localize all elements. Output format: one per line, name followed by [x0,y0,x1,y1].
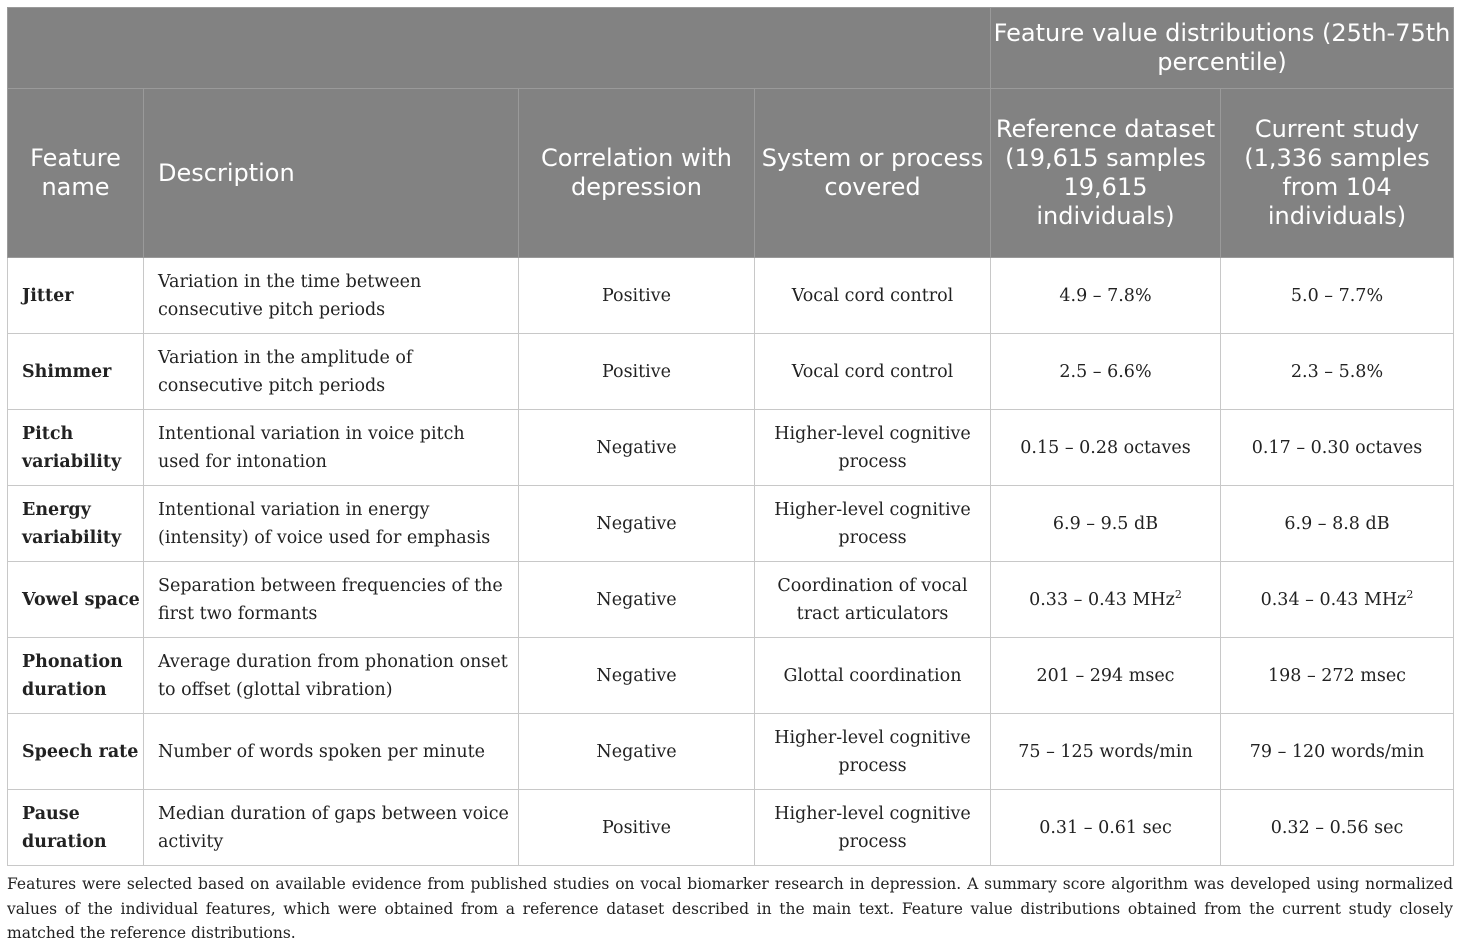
reference-range-cell [991,562,1221,638]
current-range-cell [1221,638,1454,714]
feature-name-cell [8,638,144,714]
table-row [8,410,1454,486]
feature-name-cell [8,790,144,866]
reference-range-cell [991,410,1221,486]
description-cell [144,410,519,486]
description-cell-text: Separation between frequencies of the first two formants [158,575,503,624]
header-blank [8,8,991,89]
feature-name-cell [8,562,144,638]
system-cell-text: Glottal coordination [783,665,962,686]
header-feature-name: Feature name [8,89,144,258]
header-current: Current study (1,336 samples from 104 individuals) [1221,89,1454,258]
reference-range-cell [991,258,1221,334]
reference-range-cell-text: 6.9 – 9.5 dB [1052,513,1159,534]
reference-range-cell [991,334,1221,410]
reference-range-cell-text: 0.33 – 0.43 MHz [1029,589,1175,610]
table-row [8,790,1454,866]
table-row [8,714,1454,790]
system-cell-text: Higher-level cognitive process [774,803,971,852]
correlation-cell-text: Positive [601,361,672,382]
current-range-cell-text: 0.34 – 0.43 MHz [1260,589,1407,610]
table-row [8,334,1454,410]
system-cell-text: Higher-level cognitive process [774,499,971,548]
correlation-cell-text: Negative [596,665,677,686]
system-cell [755,410,991,486]
header-system: System or process covered [755,89,991,258]
reference-range-cell-text: 4.9 – 7.8% [1059,285,1152,306]
current-range-cell-text: 2.3 – 5.8% [1290,361,1384,382]
feature-name-cell-text: Jitter [22,285,74,306]
correlation-cell [519,714,755,790]
feature-name-cell-text: Pitch variability [22,423,122,472]
header-description: Description [144,89,519,258]
feature-name-cell [8,714,144,790]
table-row [8,486,1454,562]
reference-range-cell-text: 0.15 – 0.28 octaves [1020,437,1191,458]
table-body [8,258,1454,866]
correlation-cell-text: Positive [601,817,672,838]
correlation-cell [519,562,755,638]
current-range-cell-text: 0.17 – 0.30 octaves [1251,437,1423,458]
description-cell [144,562,519,638]
header-correlation: Correlation with depression [519,89,755,258]
superscript: 2 [1406,587,1414,601]
feature-name-cell-text: Phonation duration [22,651,123,700]
correlation-cell-text: Negative [596,513,677,534]
feature-name-cell [8,334,144,410]
system-cell-text: Higher-level cognitive process [774,423,971,472]
features-table [7,7,1454,866]
description-cell-text: Median duration of gaps between voice activity [158,803,509,852]
feature-name-cell [8,486,144,562]
feature-name-cell-text: Energy variability [22,499,122,548]
current-range-cell-text: 6.9 – 8.8 dB [1284,513,1390,534]
description-cell [144,790,519,866]
superscript: 2 [1174,587,1182,601]
system-cell [755,486,991,562]
table-footnote: Features were selected based on available evidence from published studies on vocal biomarker research in depression. A summary score algorithm was developed using normalized values of the individual features, which were obtained from a reference dataset described in the main text. Feature value distributions obtained from the current study closely matched the reference distributions. [7,875,1453,942]
description-cell-text: Variation in the amplitude of consecutive pitch periods [158,347,413,396]
feature-name-cell [8,410,144,486]
current-range-cell [1221,334,1454,410]
table-row [8,638,1454,714]
current-range-cell [1221,410,1454,486]
current-range-cell [1221,790,1454,866]
system-cell [755,714,991,790]
correlation-cell [519,790,755,866]
table-row [8,258,1454,334]
feature-name-cell [8,258,144,334]
reference-range-cell [991,790,1221,866]
correlation-cell [519,410,755,486]
current-range-cell-text: 198 – 272 msec [1268,665,1406,686]
header-reference: Reference dataset (19,615 samples 19,615 individuals) [991,89,1221,258]
feature-name-cell-text: Vowel space [22,589,140,610]
correlation-cell [519,334,755,410]
current-range-cell [1221,486,1454,562]
system-cell-text: Coordination of vocal tract articulators [777,575,968,624]
current-range-cell-text: 5.0 – 7.7% [1290,285,1384,306]
correlation-cell [519,486,755,562]
description-cell [144,258,519,334]
feature-name-cell-text: Pause duration [22,803,107,852]
system-cell [755,638,991,714]
current-range-cell [1221,714,1454,790]
description-cell-text: Variation in the time between consecutive pitch periods [158,271,422,320]
description-cell [144,638,519,714]
correlation-cell-text: Negative [596,437,677,458]
reference-range-cell-text: 75 – 125 words/min [1018,741,1193,762]
correlation-cell [519,258,755,334]
table-header [8,8,1454,258]
group-header: Feature value distributions (25th-75th percentile) [991,8,1454,89]
system-cell-text: Vocal cord control [791,361,954,382]
system-cell [755,562,991,638]
description-cell [144,714,519,790]
system-cell [755,334,991,410]
current-range-cell-text: 79 – 120 words/min [1249,741,1425,762]
correlation-cell [519,638,755,714]
feature-name-cell-text: Speech rate [22,741,139,762]
correlation-cell-text: Positive [601,285,672,306]
system-cell-text: Vocal cord control [791,285,954,306]
table-row [8,562,1454,638]
current-range-cell-text: 0.32 – 0.56 sec [1270,817,1404,838]
current-range-cell [1221,562,1454,638]
correlation-cell-text: Negative [596,589,677,610]
reference-range-cell [991,714,1221,790]
description-cell [144,486,519,562]
reference-range-cell [991,638,1221,714]
description-cell-text: Intentional variation in voice pitch used for intonation [158,423,465,472]
reference-range-cell-text: 201 – 294 msec [1036,665,1175,686]
current-range-cell [1221,258,1454,334]
description-cell-text: Number of words spoken per minute [158,741,485,762]
reference-range-cell-text: 0.31 – 0.61 sec [1039,817,1172,838]
correlation-cell-text: Negative [596,741,677,762]
system-cell [755,258,991,334]
description-cell-text: Intentional variation in energy (intensity) of voice used for emphasis [158,499,491,548]
reference-range-cell [991,486,1221,562]
feature-name-cell-text: Shimmer [22,361,112,382]
reference-range-cell-text: 2.5 – 6.6% [1059,361,1152,382]
description-cell [144,334,519,410]
system-cell-text: Higher-level cognitive process [774,727,971,776]
system-cell [755,790,991,866]
description-cell-text: Average duration from phonation onset to offset (glottal vibration) [158,651,508,700]
